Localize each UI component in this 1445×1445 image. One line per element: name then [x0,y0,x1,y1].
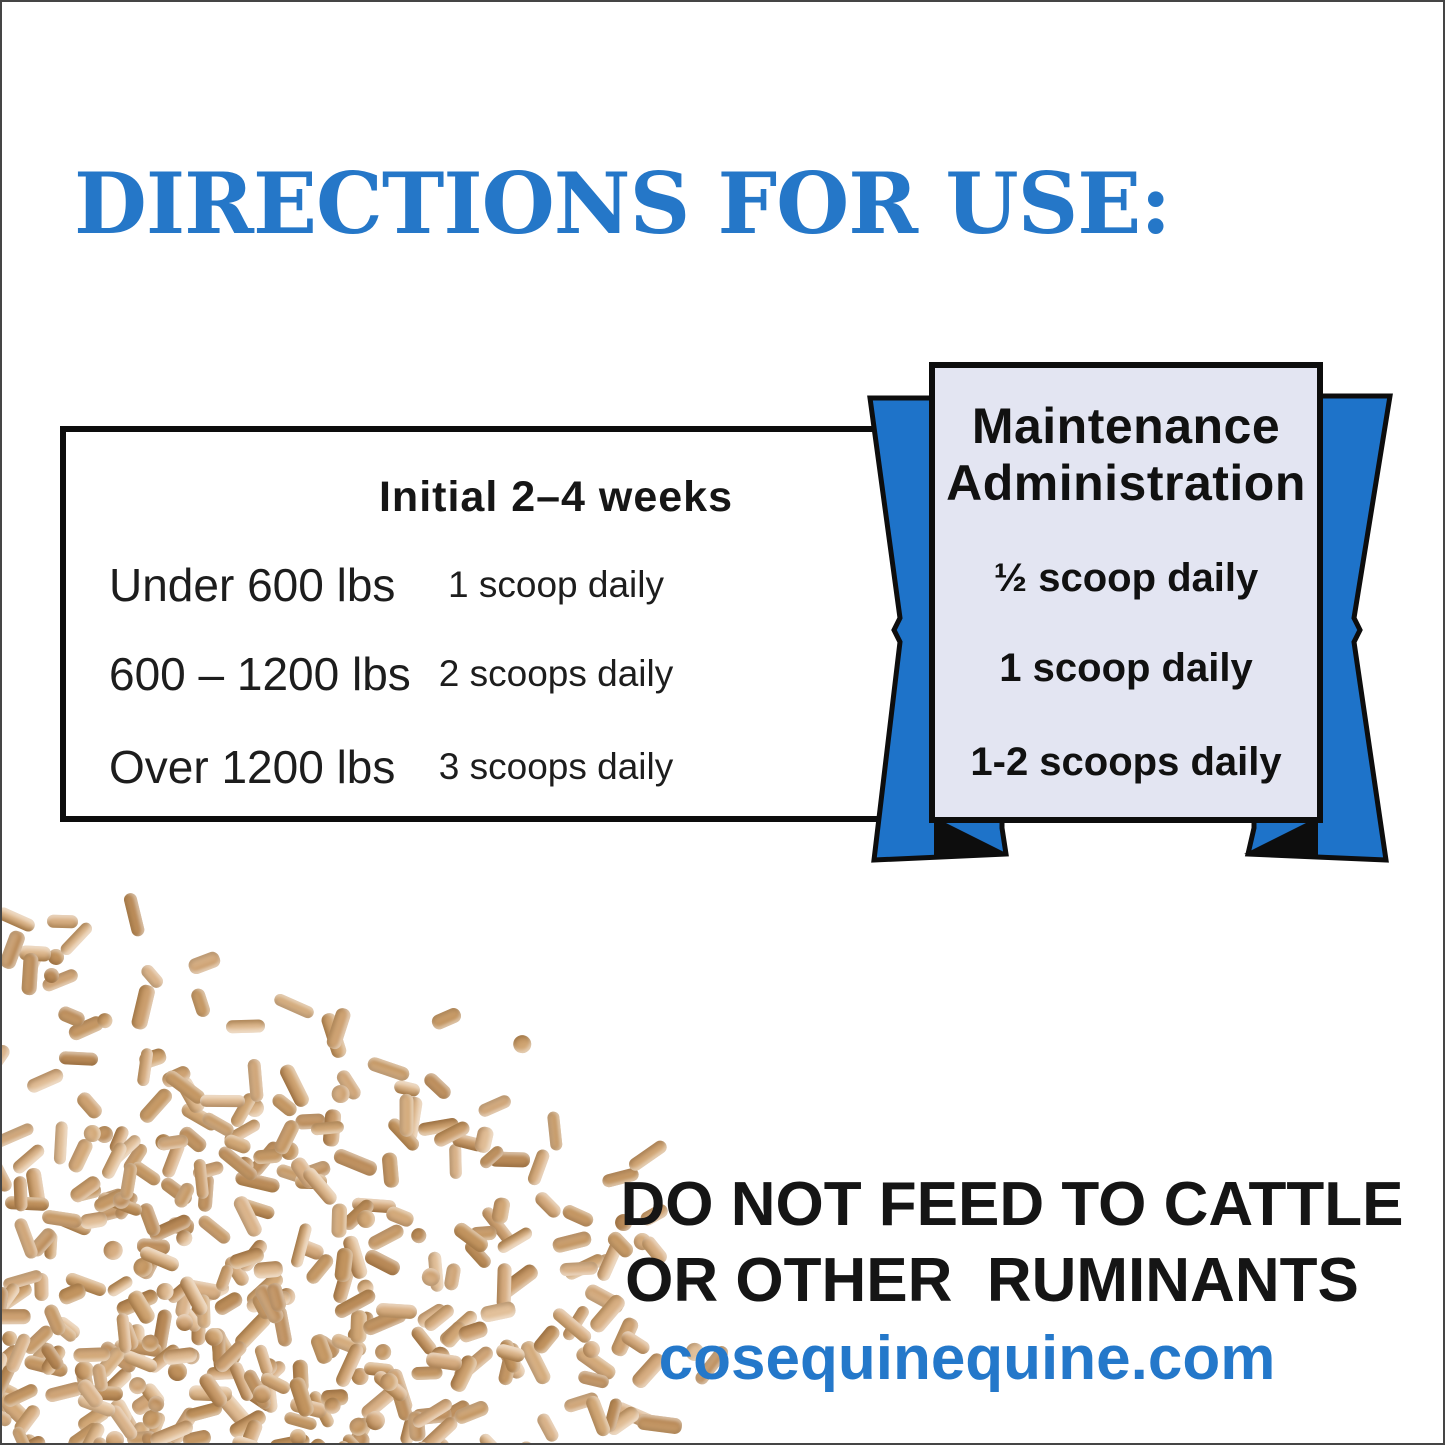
weight-label: Over 1200 lbs [109,741,396,793]
panel-title-line2: Administration [946,455,1306,511]
maintenance-dose: ½ scoop daily [993,556,1259,600]
panel-title-line1: Maintenance [971,398,1281,454]
page-title: DIRECTIONS FOR USE: [74,154,1171,254]
initial-column-header: Initial 2–4 weeks [378,473,734,521]
initial-dose: 2 scoops daily [438,653,674,694]
initial-dose: 3 scoops daily [438,746,674,787]
maintenance-dose: 1-2 scoops daily [970,740,1282,784]
maintenance-panel [932,365,1320,820]
website-url: cosequinequine.com [658,1324,1276,1393]
initial-dose: 1 scoop daily [448,564,664,605]
weight-label: Under 600 lbs [109,559,396,611]
warning-line-2: OR OTHER RUMINANTS [625,1246,1359,1315]
warning-line-1: DO NOT FEED TO CATTLE [620,1170,1404,1239]
weight-label: 600 – 1200 lbs [109,648,411,700]
maintenance-dose: 1 scoop daily [999,646,1253,690]
maintenance-panel-title [932,398,1320,512]
